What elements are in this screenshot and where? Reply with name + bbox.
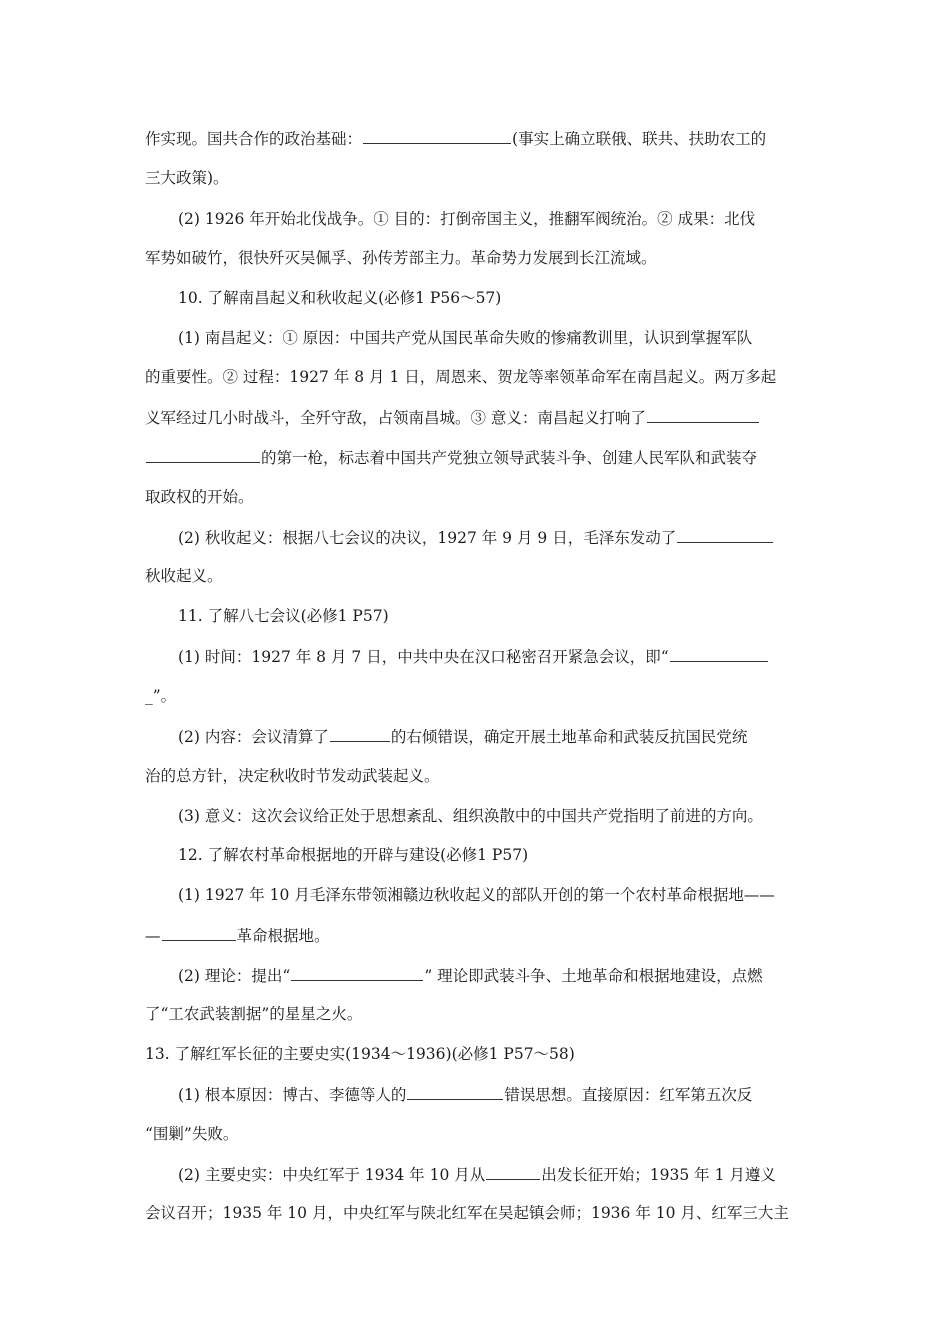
section-heading: 10. 了解南昌起义和秋收起义(必修1 P56～57) bbox=[178, 289, 502, 307]
text-line: (2) 1926 年开始北伐战争。① 目的：打倒帝国主义，推翻军阀统治。② 成果：北伐 bbox=[178, 210, 756, 228]
text-line: 治的总方针，决定秋收时节发动武装起义。 bbox=[145, 767, 440, 785]
fill-blank[interactable] bbox=[162, 925, 236, 941]
fill-blank[interactable] bbox=[486, 1164, 540, 1180]
text-line: (1) 南昌起义：① 原因：中国共产党从国民革命失败的惨痛教训里，认识到掌握军队 bbox=[178, 329, 753, 347]
text-line: “围剿”失败。 bbox=[145, 1125, 239, 1143]
text-line: 的重要性。② 过程：1927 年 8 月 1 日，周恩来、贺龙等率领革命军在南昌起义。两万多起 bbox=[145, 368, 777, 386]
fill-blank[interactable] bbox=[291, 965, 423, 981]
text-span: (2) 理论：提出“ bbox=[178, 967, 291, 985]
text-line: (3) 意义：这次会议给正处于思想紊乱、组织涣散中的中国共产党指明了前进的方向。 bbox=[178, 807, 763, 825]
text-line: (1) 1927 年 10 月毛泽东带领湘赣边秋收起义的部队开创的第一个农村革命根据地—— bbox=[178, 886, 775, 904]
text-line bbox=[178, 1164, 776, 1185]
text-line: 取政权的开始。 bbox=[145, 488, 254, 506]
fill-blank[interactable] bbox=[647, 407, 759, 423]
text-span: 革命根据地。 bbox=[236, 927, 330, 945]
text-line bbox=[178, 527, 774, 548]
fill-blank[interactable] bbox=[363, 128, 511, 144]
text-span: — bbox=[145, 927, 161, 945]
text-span: 的右倾错误，确定开展土地革命和武装反抗国民党统 bbox=[390, 728, 748, 746]
text-line bbox=[178, 646, 769, 667]
text-line: _”。 bbox=[145, 687, 177, 705]
section-heading: 12. 了解农村革命根据地的开辟与建设(必修1 P57) bbox=[178, 846, 529, 864]
fill-blank[interactable] bbox=[330, 726, 390, 742]
fill-blank[interactable] bbox=[146, 447, 260, 463]
fill-blank[interactable] bbox=[407, 1084, 503, 1100]
text-span: (2) 内容：会议清算了 bbox=[178, 728, 329, 746]
section-heading: 13. 了解红军长征的主要史实(1934～1936)(必修1 P57～58) bbox=[145, 1045, 575, 1063]
text-line bbox=[145, 128, 766, 149]
fill-blank[interactable] bbox=[677, 527, 773, 543]
text-line: 会议召开；1935 年 10 月，中央红军与陕北红军在吴起镇会师；1936 年 10 月、红军三大主 bbox=[145, 1204, 789, 1222]
text-span: (1) 时间：1927 年 8 月 7 日，中共中央在汉口秘密召开紧急会议，即“ bbox=[178, 648, 669, 666]
text-line bbox=[145, 925, 330, 946]
text-line bbox=[145, 407, 760, 428]
text-span: 作实现。国共合作的政治基础： bbox=[145, 130, 363, 148]
text-line bbox=[178, 965, 763, 986]
fill-blank[interactable] bbox=[670, 646, 768, 662]
text-span: (1) 根本原因：博古、李德等人的 bbox=[178, 1086, 407, 1104]
text-span: ” 理论即武装斗争、土地革命和根据地建设，点燃 bbox=[424, 967, 763, 985]
text-span: 出发长征开始；1935 年 1 月遵义 bbox=[541, 1166, 776, 1184]
text-span: 的第一枪，标志着中国共产党独立领导武装斗争、创建人民军队和武装夺 bbox=[261, 449, 758, 467]
text-line bbox=[145, 447, 757, 468]
text-line bbox=[178, 726, 747, 747]
text-line: 了“工农武装割据”的星星之火。 bbox=[145, 1005, 363, 1023]
text-span: 义军经过几小时战斗，全歼守敌，占领南昌城。③ 意义：南昌起义打响了 bbox=[145, 409, 646, 427]
text-line bbox=[178, 1084, 752, 1105]
text-line: 三大政策)。 bbox=[145, 169, 229, 187]
text-line: 秋收起义。 bbox=[145, 567, 223, 585]
text-span: (2) 主要史实：中央红军于 1934 年 10 月从 bbox=[178, 1166, 486, 1184]
text-span: 错误思想。直接原因：红军第五次反 bbox=[504, 1086, 753, 1104]
section-heading: 11. 了解八七会议(必修1 P57) bbox=[178, 607, 389, 625]
text-span: (事实上确立联俄、联共、扶助农工的 bbox=[512, 130, 767, 148]
text-span: (2) 秋收起义：根据八七会议的决议，1927 年 9 月 9 日，毛泽东发动了 bbox=[178, 529, 677, 547]
text-line: 军势如破竹，很快歼灭吴佩孚、孙传芳部主力。革命势力发展到长江流域。 bbox=[145, 249, 657, 267]
